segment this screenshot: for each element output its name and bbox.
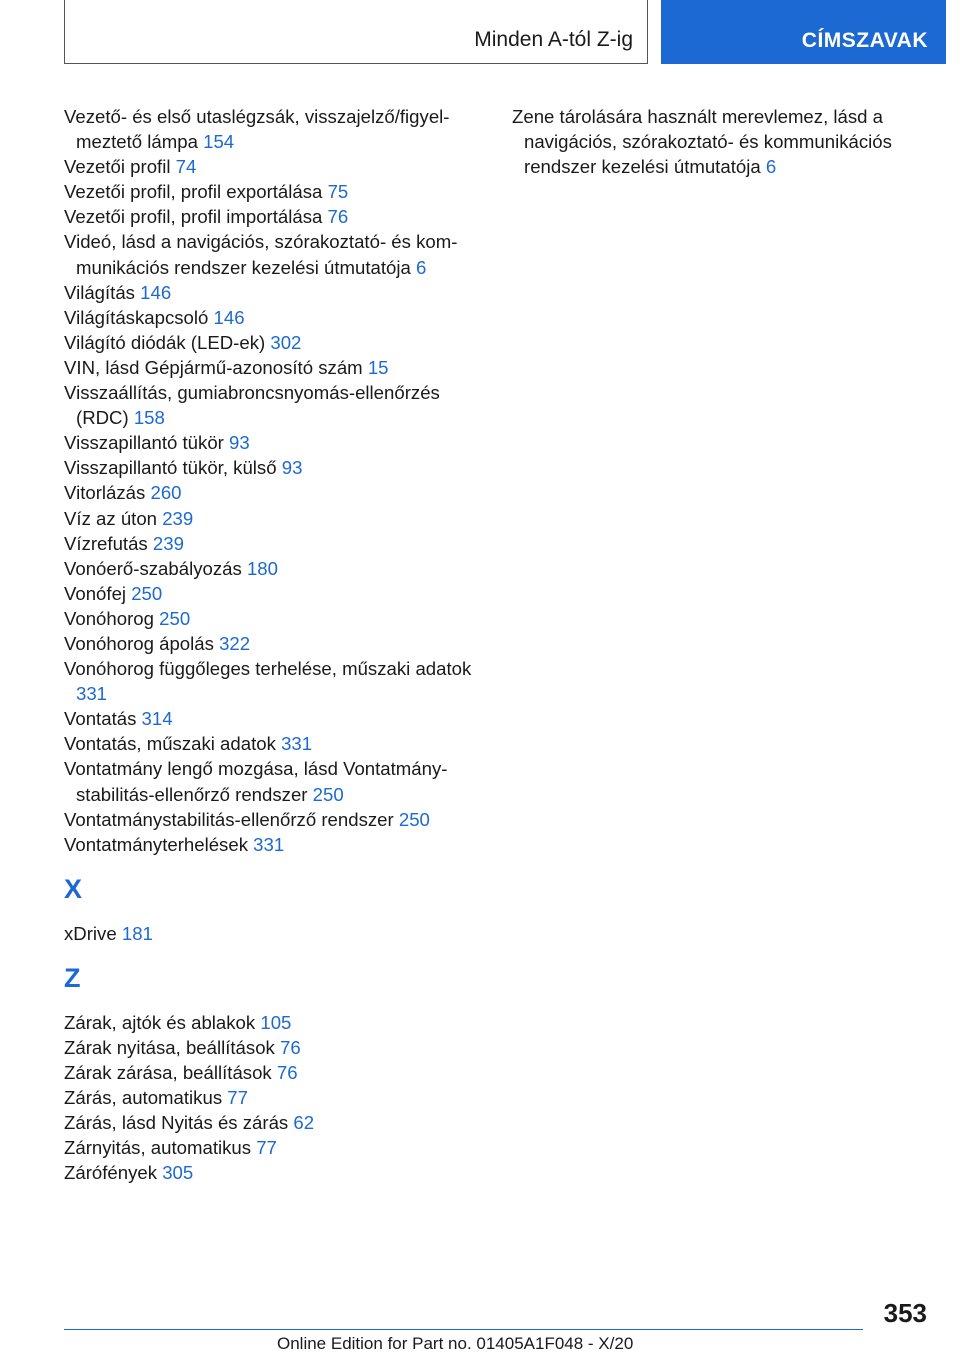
- page-reference-link[interactable]: 76: [327, 206, 349, 228]
- index-entry: [64, 656, 474, 706]
- page-reference-link[interactable]: 93: [229, 432, 250, 454]
- page-reference-link[interactable]: 314: [141, 708, 173, 730]
- index-entry-text: Vonófej: [64, 582, 127, 604]
- index-column-right: [512, 104, 912, 179]
- page-reference-link[interactable]: 146: [213, 306, 245, 328]
- index-entry: [64, 229, 474, 279]
- index-entry: [64, 430, 474, 455]
- index-entry: [64, 104, 474, 154]
- index-entry-text: Vontatás, műszaki adatok: [64, 733, 276, 755]
- index-entry: [64, 1010, 474, 1035]
- index-entry: [64, 581, 474, 606]
- index-entry-text: Vonóhorog ápolás: [64, 632, 214, 654]
- page-reference-link[interactable]: 76: [280, 1037, 301, 1058]
- section-title: Minden A-tól Z-ig: [474, 28, 633, 51]
- index-entry-text: Vezető- és első utaslégzsák, visszajelző/figyelmeztető lámpa: [64, 106, 450, 153]
- index-entry-text: Visszapillantó tükör, külső: [64, 457, 277, 479]
- page-number: 353: [883, 1298, 927, 1328]
- page-reference-link[interactable]: 181: [121, 922, 153, 944]
- index-entry: [64, 1110, 474, 1135]
- index-entry-text: Vontatmánystabilitás-ellenőrző rendszer: [64, 808, 394, 830]
- index-entry-text: Videó, lásd a navigációs, szórakoztató- és kommunikációs rendszer kezelési útmutatója: [64, 231, 458, 278]
- index-entry: [64, 179, 474, 204]
- section-tab-label: CÍMSZAVAK: [801, 29, 928, 52]
- index-entry: [64, 330, 474, 355]
- page-reference-link[interactable]: 15: [367, 356, 389, 378]
- index-entry-text: Vontatás: [64, 708, 137, 730]
- index-list-z: [64, 1010, 474, 1186]
- page-reference-link[interactable]: 250: [159, 607, 191, 629]
- page-reference-link[interactable]: 74: [175, 156, 197, 178]
- index-entry-text: Visszaállítás, gumiabroncsnyomás-ellenőrzés (RDC): [64, 382, 440, 429]
- index-entry: [64, 455, 474, 480]
- index-entry: [64, 204, 474, 229]
- index-entry: [64, 531, 474, 556]
- index-entry: [64, 756, 474, 806]
- index-entry-text: Vontatmányterhelések: [64, 833, 248, 855]
- index-entry-text: Világításkapcsoló: [64, 306, 209, 328]
- index-entry: [64, 1135, 474, 1160]
- index-entry: [64, 706, 474, 731]
- index-entry: [64, 154, 474, 179]
- header-frame: [64, 0, 648, 64]
- index-column-left: [64, 104, 474, 1186]
- page-reference-link[interactable]: 331: [253, 833, 285, 855]
- index-entry-text: Vonóhorog: [64, 607, 154, 629]
- edition-footer: Online Edition for Part no. 01405A1F048 - X/20: [277, 1334, 634, 1353]
- page-reference-link[interactable]: 302: [270, 331, 302, 353]
- index-entry-text: Vezetői profil, profil exportálása: [64, 181, 323, 203]
- index-entry: [64, 731, 474, 756]
- index-entry: [64, 506, 474, 531]
- letter-heading-x: X: [64, 873, 83, 904]
- page-reference-link[interactable]: 331: [76, 683, 108, 705]
- page-reference-link[interactable]: 76: [276, 1062, 298, 1084]
- page-reference-link[interactable]: 260: [150, 482, 182, 504]
- page-reference-link[interactable]: 6: [416, 256, 427, 278]
- index-entry: [64, 606, 474, 631]
- index-entry-text: Zárak zárása, beállítások: [64, 1062, 272, 1084]
- page-reference-link[interactable]: 75: [327, 181, 349, 203]
- letter-heading-z: Z: [64, 962, 81, 993]
- index-entry-text: Víz az úton: [64, 507, 158, 529]
- index-entry-text: Zárás, lásd Nyitás és zárás: [64, 1112, 289, 1134]
- index-entry-text: Vezetői profil: [64, 156, 171, 178]
- index-entry-text: Zárak nyitása, beállítások: [64, 1037, 275, 1058]
- index-entry: [64, 305, 474, 330]
- index-entry: [64, 1035, 474, 1060]
- page-reference-link[interactable]: 322: [219, 632, 251, 654]
- index-entry-text: Világítás: [64, 281, 135, 303]
- page-reference-link[interactable]: 239: [162, 507, 194, 529]
- index-entry-text: Vonóhorog függőleges terhelése, műszaki adatok: [64, 658, 472, 680]
- page-reference-link[interactable]: 6: [765, 156, 777, 178]
- index-entry-text: Zárak, ajtók és ablakok: [64, 1011, 256, 1033]
- index-entry: [64, 1160, 474, 1185]
- index-entry: [64, 1060, 474, 1085]
- page-reference-link[interactable]: 158: [133, 407, 165, 429]
- index-entry-text: Zárás, automatikus: [64, 1087, 223, 1109]
- index-entry-text: Világító diódák (LED-ek): [64, 331, 266, 353]
- page-reference-link[interactable]: 250: [398, 808, 430, 830]
- index-entry: [64, 280, 474, 305]
- page-reference-link[interactable]: 305: [162, 1162, 194, 1184]
- index-list-v: [64, 104, 474, 857]
- page-reference-link[interactable]: 105: [260, 1011, 292, 1033]
- index-entry-text: xDrive: [64, 922, 117, 944]
- page-reference-link[interactable]: 250: [312, 783, 344, 805]
- index-entry-text: VIN, lásd Gépjármű-azonosító szám: [64, 356, 363, 378]
- index-entry-text: Vízrefutás: [64, 532, 148, 554]
- page-reference-link[interactable]: 62: [293, 1112, 315, 1134]
- index-entry-text: Vontatmány lengő mozgása, lásd Vontatmánystabilitás-ellenőrző rendszer: [64, 758, 448, 805]
- page-reference-link[interactable]: 331: [281, 733, 313, 755]
- index-entry: [64, 921, 474, 946]
- index-entry-text: Vitorlázás: [64, 482, 146, 504]
- index-entry: [64, 380, 474, 430]
- index-entry-text: Zene tárolására használt merevlemez, lásd a navigációs, szórakoztató- és kommunikációs rendszer kezelési útmutatója: [512, 106, 892, 178]
- footer-divider: [64, 1329, 863, 1330]
- index-entry: [64, 480, 474, 505]
- page-reference-link[interactable]: 180: [246, 557, 278, 579]
- index-entry-text: Vonóerő-szabályozás: [64, 557, 242, 579]
- index-entry: [64, 807, 474, 832]
- index-entry: [64, 832, 474, 857]
- page-reference-link[interactable]: 154: [203, 131, 235, 153]
- section-tab: [661, 0, 946, 64]
- index-entry: [64, 355, 474, 380]
- page-reference-link[interactable]: 250: [131, 582, 163, 604]
- index-entry-text: Zárófények: [64, 1162, 158, 1184]
- index-entry: [64, 556, 474, 581]
- index-list-right: [512, 104, 912, 179]
- page-reference-link[interactable]: 93: [281, 457, 303, 479]
- page-reference-link[interactable]: 146: [140, 281, 172, 303]
- index-entry-text: Visszapillantó tükör: [64, 432, 224, 454]
- index-entry: [64, 631, 474, 656]
- page-reference-link[interactable]: 77: [256, 1137, 277, 1159]
- index-entry-text: Zárnyitás, automatikus: [64, 1137, 252, 1159]
- index-entry: [64, 1085, 474, 1110]
- index-entry: [512, 104, 912, 179]
- index-entry-text: Vezetői profil, profil importálása: [64, 206, 323, 228]
- page-reference-link[interactable]: 77: [227, 1087, 248, 1109]
- index-list-x: [64, 921, 474, 946]
- page-reference-link[interactable]: 239: [152, 532, 184, 554]
